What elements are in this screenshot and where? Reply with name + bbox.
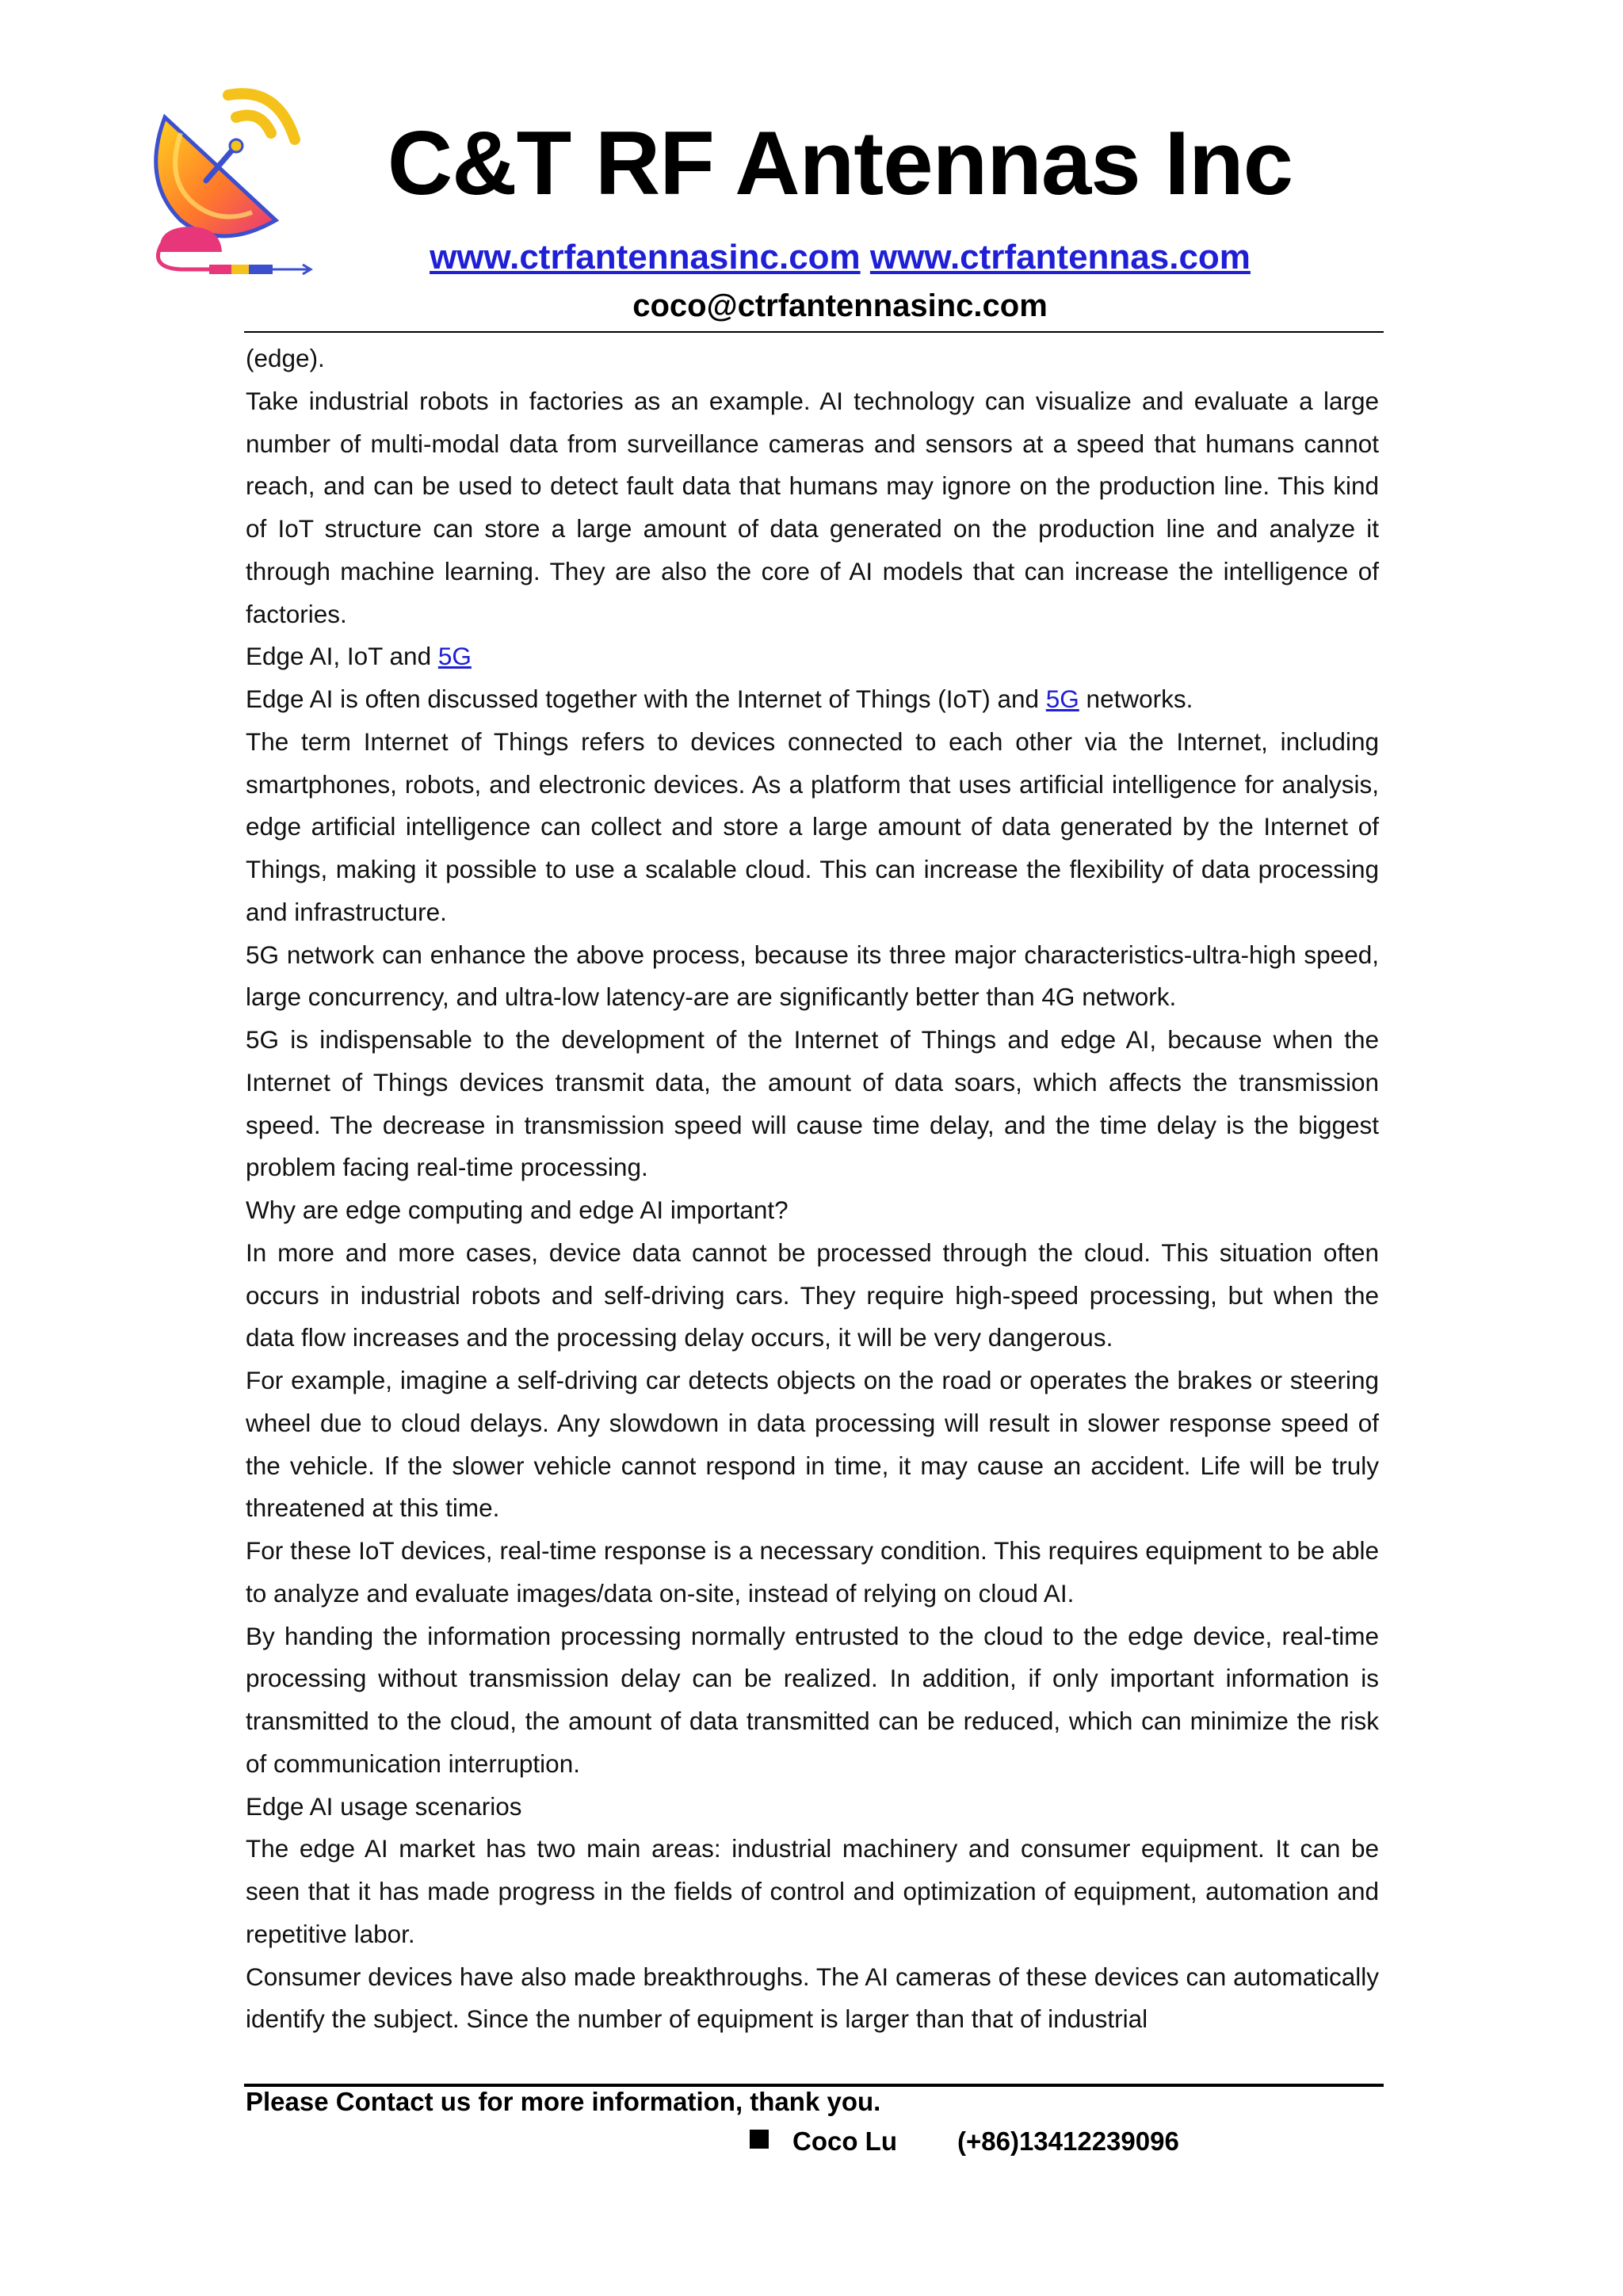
company-name: C&T RF Antennas Inc	[387, 113, 1293, 214]
paragraph: Take industrial robots in factories as an example. AI technology can visualize and evaluate a large number of multi-modal data from surveillance cameras and sensors at a speed that humans cannot reach, and can be used to detect fault data that humans may ignore on the production line. This kind of IoT structure can store a large amount of data generated on the production line and analyze it through machine learning. They are also the core of AI models that can increase the intelligence of factories.	[246, 386, 1379, 628]
website-link-2[interactable]: www.ctrfantennas.com	[869, 238, 1251, 277]
article-body	[246, 338, 1379, 2041]
square-bullet-icon	[750, 2130, 769, 2149]
5g-link[interactable]: 5G	[437, 642, 472, 671]
website-link-1[interactable]: www.ctrfantennasinc.com	[430, 238, 861, 277]
paragraph: For example, imagine a self-driving car detects objects on the road or operates the brakes or steering wheel due to cloud delays. Any slowdown in data processing will result in slower response speed of the vehicle. If the slower vehicle cannot respond in time, it may cause an accident. Life will be truly threatened at this time.	[246, 1366, 1379, 1523]
paragraph-text: Edge AI is often discussed together with the Internet of Things (IoT) and	[246, 685, 1046, 713]
contact-email: coco@ctrfantennasinc.com	[632, 288, 1048, 323]
contact-phone: (+86)13412239096	[957, 2126, 1179, 2156]
paragraph: For these IoT devices, real-time response is a necessary condition. This requires equipment to be able to analyze and evaluate images/data on-site, instead of relying on cloud AI.	[246, 1536, 1379, 1608]
heading-why-important: Why are edge computing and edge AI important?	[246, 1196, 789, 1224]
heading-text: Edge AI, IoT and	[246, 642, 438, 671]
paragraph	[246, 678, 1379, 721]
paragraph: 5G network can enhance the above process, because its three major characteristics-ultra-high speed, large concurrency, and ultra-low latency-are are significantly better than 4G network.	[246, 940, 1379, 1012]
heading-usage-scenarios: Edge AI usage scenarios	[246, 1791, 522, 1821]
paragraph: The edge AI market has two main areas: industrial machinery and consumer equipment. It can be seen that it has made progress in the fields of control and optimization of equipment, automation and repetitive labor.	[246, 1834, 1379, 1948]
header-divider	[244, 331, 1384, 333]
paragraph: In more and more cases, device data cannot be processed through the cloud. This situation often occurs in industrial robots and self-driving cars. They require high-speed processing, but when the data flow increases and the processing delay occurs, it will be very dangerous.	[246, 1238, 1379, 1352]
company-logo-icon	[133, 86, 314, 280]
heading-edge-ai-iot-5g	[246, 635, 1379, 678]
paragraph: The term Internet of Things refers to devices connected to each other via the Internet, including smartphones, robots, and electronic devices. As a platform that uses artificial intelligence for analysis, edge artificial intelligence can collect and store a large amount of data generated by the Internet of Things, making it possible to use a scalable cloud. This can increase the flexibility of data processing and infrastructure.	[246, 727, 1379, 926]
paragraph: 5G is indispensable to the development of the Internet of Things and edge AI, because when the Internet of Things devices transmit data, the amount of data soars, which affects the transmission speed. The decrease in transmission speed will cause time delay, and the time delay is the biggest problem facing real-time processing.	[246, 1025, 1379, 1182]
paragraph: By handing the information processing normally entrusted to the cloud to the edge device, real-time processing without transmission delay can be realized. In addition, if only important information is transmitted to the cloud, the amount of data transmitted can be reduced, which can minimize the risk of communication interruption.	[246, 1621, 1379, 1778]
paragraph-text: networks.	[1079, 685, 1193, 713]
paragraph: Consumer devices have also made breakthroughs. The AI cameras of these devices can automatically identify the subject. Since the number of equipment is larger than that of industrial	[246, 1962, 1379, 2034]
5g-link[interactable]: 5G	[1045, 685, 1079, 713]
contact-line	[750, 2126, 1179, 2157]
website-links	[317, 238, 1363, 277]
contact-name: Coco Lu	[792, 2126, 897, 2156]
paragraph: (edge).	[246, 344, 325, 372]
footer-note: Please Contact us for more information, thank you.	[246, 2087, 881, 2116]
